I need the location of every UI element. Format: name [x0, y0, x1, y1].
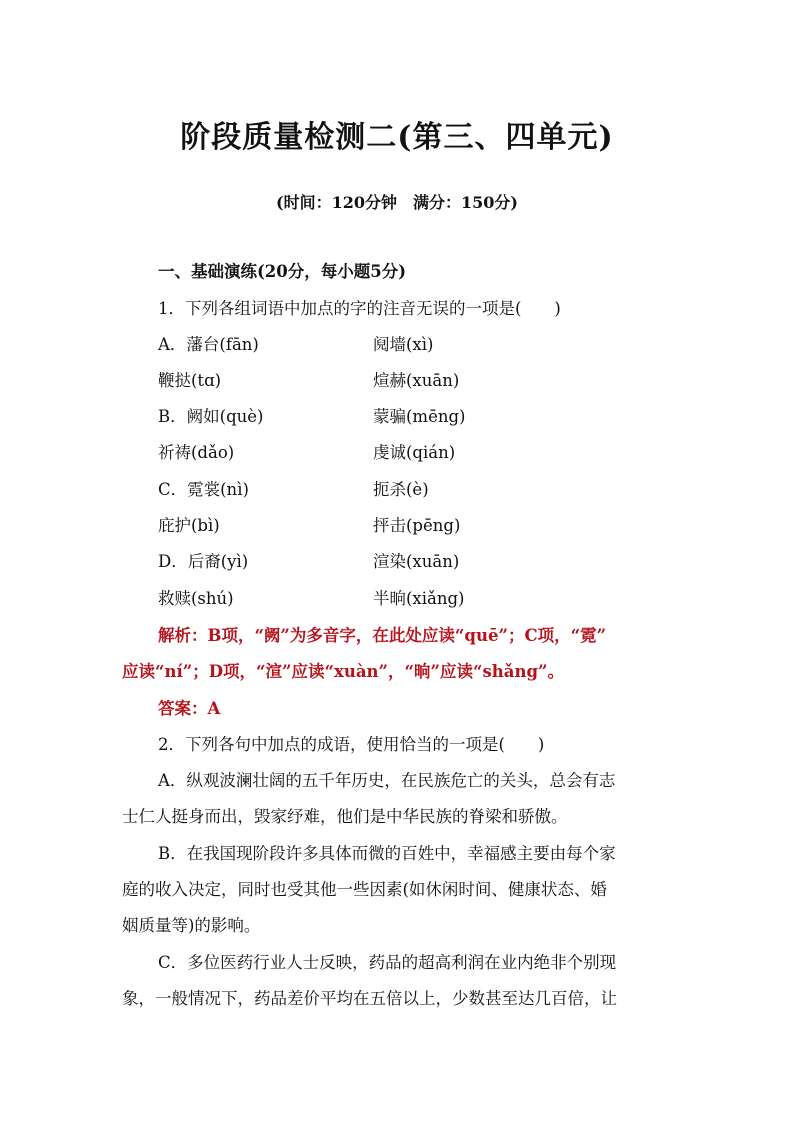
answer-value: ：A: [191, 699, 221, 718]
analysis-label: 解析: [158, 626, 191, 645]
question-2-stem: 2．下列各句中加点的成语，使用恰当的一项是( ): [158, 735, 545, 754]
paragraph-line: 庭的收入决定，同时也受其他一些因素(如休闲时间、健康状态、婚: [122, 880, 607, 899]
page-title: 阶段质量检测二(第三、四单元): [180, 120, 614, 155]
analysis-paragraph: [158, 622, 606, 646]
exam-time-score: (时间：120分钟 满分：150分): [276, 193, 518, 212]
answer-label: 答案: [158, 699, 191, 718]
analysis-text: ：B项，“阙”为多音字，在此处应读“quē”；C项，“霓”: [191, 626, 607, 645]
option-row-left: 祈祷(dǎo): [158, 443, 235, 462]
option-row-right: 扼杀(è): [373, 480, 429, 499]
option-row-right: 煊赫(xuān): [373, 371, 460, 390]
option-row-right: 蒙骗(mēng): [373, 407, 466, 426]
paragraph-line: 象，一般情况下，药品差价平均在五倍以上，少数甚至达几百倍，让: [122, 989, 617, 1008]
question-1-stem: 1．下列各组词语中加点的字的注音无误的一项是( ): [158, 299, 561, 318]
option-row-right: 渲染(xuān): [373, 552, 460, 571]
paragraph-line: C．多位医药行业人士反映，药品的超高利润在业内绝非个别现: [158, 953, 617, 972]
option-row-right: 半晌(xiǎng): [373, 589, 465, 608]
paragraph-line: 士仁人挺身而出，毁家纾难，他们是中华民族的脊梁和骄傲。: [122, 807, 568, 826]
paragraph-line: A．纵观波澜壮阔的五千年历史，在民族危亡的关头，总会有志: [158, 771, 616, 790]
option-row-left: 庇护(bì): [158, 516, 220, 535]
option-row-left: B．阙如(què): [158, 407, 264, 426]
option-row-right: 抨击(pēng): [373, 516, 461, 535]
option-row-right: 虔诚(qián): [373, 443, 456, 462]
paragraph-line: 姻质量等)的影响。: [122, 916, 261, 935]
section-heading: 一、基础演练(20分，每小题5分): [158, 262, 407, 281]
analysis-continuation: 应读“ní”；D项，“渲”应读“xuàn”，“晌”应读“shǎng”。: [122, 662, 565, 681]
option-row-left: D．后裔(yì): [158, 552, 249, 571]
paragraph-line: B．在我国现阶段许多具体而微的百姓中，幸福感主要由每个家: [158, 844, 616, 863]
answer-line: [158, 695, 220, 719]
option-row-left: 救赎(shú): [158, 589, 234, 608]
option-row-left: 鞭挞(tɑ): [158, 371, 222, 390]
option-row-left: A．藩台(fān): [158, 335, 259, 354]
option-row-left: C．霓裳(nì): [158, 480, 249, 499]
option-row-right: 阋墙(xì): [373, 335, 434, 354]
